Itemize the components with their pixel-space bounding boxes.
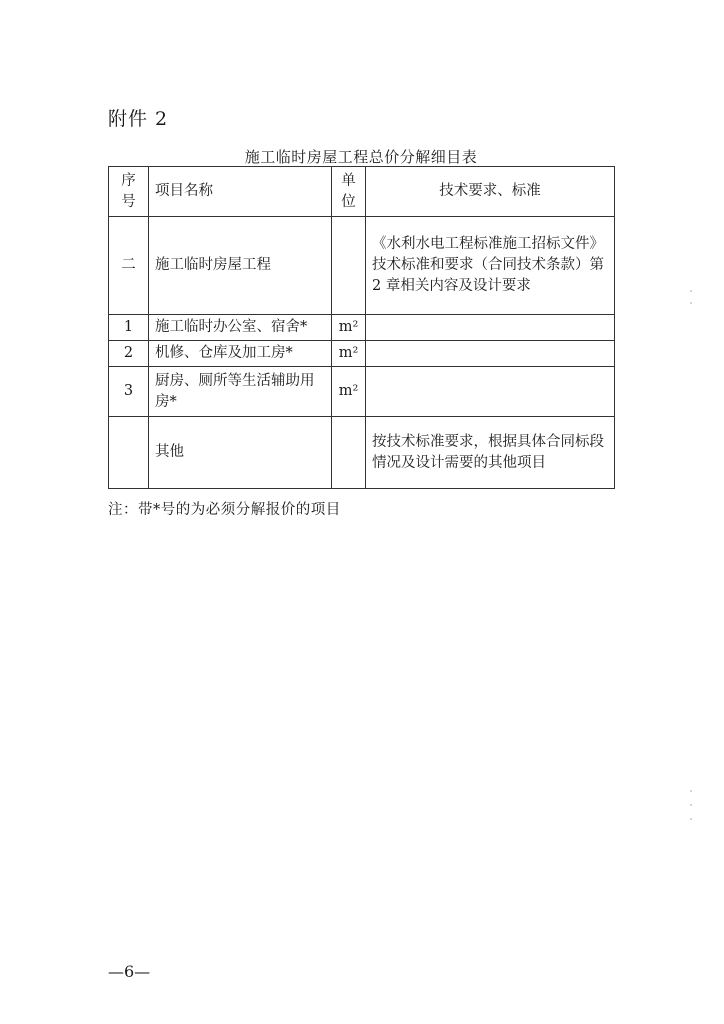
scan-speck [690, 302, 692, 304]
scan-speck [690, 804, 692, 806]
row-requirement: 《水利水电工程标准施工招标文件》技术标准和要求（合同技术条款）第 2 章相关内容及设计要求 [366, 217, 615, 315]
row-unit: m² [332, 367, 366, 417]
header-no: 序号 [109, 167, 149, 217]
table-row [109, 341, 615, 367]
row-no: 2 [109, 341, 149, 367]
row-name: 厨房、厕所等生活辅助用房* [149, 367, 332, 417]
table-row [109, 417, 615, 489]
footnote: 注：带*号的为必须分解报价的项目 [108, 502, 341, 518]
table-title: 施工临时房屋工程总价分解细目表 [244, 148, 478, 166]
row-requirement [366, 315, 615, 341]
table-header-row [109, 167, 615, 217]
row-requirement [366, 341, 615, 367]
scan-speck [690, 790, 692, 792]
row-name: 施工临时办公室、宿舍* [149, 315, 332, 341]
row-name: 其他 [149, 417, 332, 489]
scan-speck [690, 290, 692, 292]
row-unit: m² [332, 315, 366, 341]
table-row [109, 217, 615, 315]
row-requirement [366, 367, 615, 417]
row-requirement: 按技术标准要求，根据具体合同标段情况及设计需要的其他项目 [366, 417, 615, 489]
row-unit [332, 217, 366, 315]
row-no [109, 417, 149, 489]
header-requirement: 技术要求、标准 [366, 167, 615, 217]
row-no: 1 [109, 315, 149, 341]
row-no: 二 [109, 217, 149, 315]
attachment-label: 附件 2 [108, 108, 169, 130]
table-row [109, 315, 615, 341]
row-no: 3 [109, 367, 149, 417]
page-number: —6— [108, 962, 151, 981]
scan-speck [690, 818, 692, 820]
row-unit: m² [332, 341, 366, 367]
row-name: 施工临时房屋工程 [149, 217, 332, 315]
row-unit [332, 417, 366, 489]
header-unit: 单位 [332, 167, 366, 217]
row-name: 机修、仓库及加工房* [149, 341, 332, 367]
cost-breakdown-table [108, 166, 615, 489]
table-row [109, 367, 615, 417]
header-name: 项目名称 [149, 167, 332, 217]
